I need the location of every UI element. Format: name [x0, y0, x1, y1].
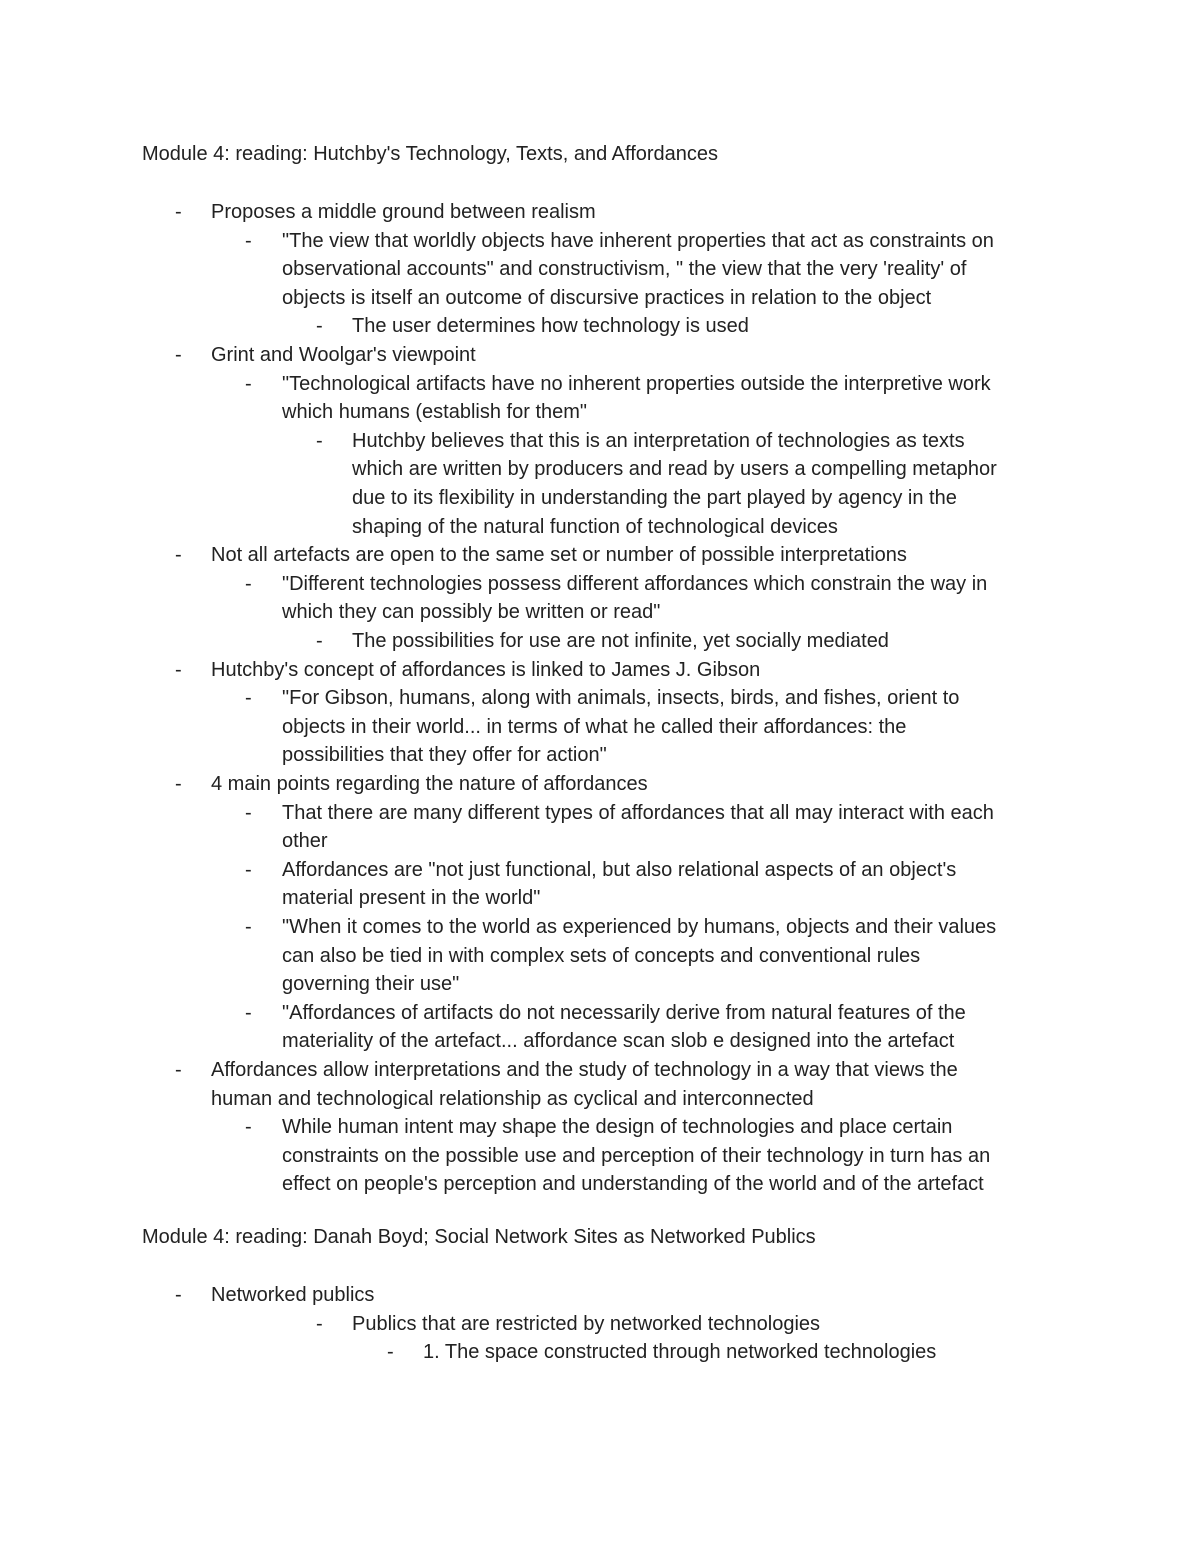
list-item-text — [282, 856, 956, 913]
list-item-text — [211, 341, 476, 370]
text-line: other — [282, 830, 328, 853]
bullet-dash: - — [175, 658, 182, 681]
bullet-dash: - — [245, 858, 252, 881]
list-item — [0, 856, 1200, 913]
list-item — [0, 627, 1200, 656]
text-line: That there are many different types of affordances that all may interact with each — [282, 801, 994, 824]
list-item-text — [282, 1113, 990, 1199]
list-item-text — [211, 656, 760, 685]
bullet-dash: - — [316, 1312, 323, 1335]
bullet-dash: - — [245, 1001, 252, 1024]
text-line: Hutchby believes that this is an interpretation of technologies as texts — [352, 429, 965, 452]
list-item — [0, 341, 1200, 370]
text-line: which they can possibly be written or read" — [282, 601, 661, 624]
text-line: Networked publics — [211, 1284, 375, 1306]
bullet-dash: - — [175, 1059, 182, 1081]
text-line: objects is itself an outcome of discursive practices in relation to the object — [282, 286, 932, 309]
list-item — [0, 1310, 1200, 1339]
section-heading: Module 4: reading: Hutchby's Technology, Texts, and Affordances — [142, 143, 719, 165]
text-line: can also be tied in with complex sets of concepts and conventional rules — [282, 944, 921, 967]
text-line: material present in the world" — [282, 887, 541, 910]
text-line: Affordances are "not just functional, but also relational aspects of an object's — [282, 858, 957, 881]
bullet-dash: - — [175, 544, 182, 567]
text-line: "The view that worldly objects have inherent properties that act as constraints on — [282, 229, 994, 252]
list-item-text — [352, 427, 997, 541]
list-item-text — [211, 1056, 958, 1113]
list-item — [0, 570, 1200, 627]
text-line: human and technological relationship as cyclical and interconnected — [211, 1087, 814, 1110]
text-line: materiality of the artefact... affordance scan slob e designed into the artefact — [282, 1030, 955, 1053]
text-line: The possibilities for use are not infinite, yet socially mediated — [352, 630, 889, 652]
text-line: Not all artefacts are open to the same set or number of possible interpretations — [211, 544, 907, 567]
list-item-text — [423, 1338, 936, 1367]
text-line: 4 main points regarding the nature of affordances — [211, 773, 648, 795]
list-item-text — [282, 799, 994, 856]
list-item — [0, 227, 1200, 313]
list-item — [0, 999, 1200, 1056]
list-item — [0, 913, 1200, 999]
text-line: Publics that are restricted by networked technologies — [352, 1312, 821, 1335]
list-item-text — [211, 1281, 374, 1310]
list-item — [0, 1281, 1200, 1310]
text-line: observational accounts" and constructivism, " the view that the very 'reality' of — [282, 258, 967, 281]
text-line: effect on people's perception and understanding of the world and of the artefact — [282, 1173, 984, 1196]
list-item — [0, 198, 1200, 227]
bullet-dash: - — [245, 572, 252, 595]
bullet-dash: - — [245, 687, 252, 710]
list-item — [0, 1056, 1200, 1113]
bullet-dash: - — [175, 344, 182, 366]
list-item-text — [282, 684, 959, 770]
text-line: objects in their world... in terms of what he called their affordances: the — [282, 715, 907, 738]
list-item-text — [282, 570, 987, 627]
text-line: due to its flexibility in understanding the part played by agency in the — [352, 486, 957, 509]
bullet-dash: - — [245, 372, 252, 395]
list-item-text — [352, 312, 749, 341]
list-item-text — [282, 370, 991, 427]
list-item-text — [282, 913, 996, 999]
text-line: 1. The space constructed through networked technologies — [423, 1341, 937, 1364]
text-line: which humans (establish for them" — [282, 401, 588, 424]
bullet-dash: - — [175, 201, 182, 223]
bullet-dash: - — [245, 916, 252, 938]
bullet-dash: - — [175, 1284, 182, 1306]
bullet-dash: - — [387, 1341, 394, 1364]
list-item-text — [211, 198, 596, 227]
text-line: constraints on the possible use and perception of their technology in turn has an — [282, 1144, 991, 1167]
list-item — [0, 684, 1200, 770]
text-line: Affordances allow interpretations and the study of technology in a way that views the — [211, 1059, 958, 1081]
list-item — [0, 1113, 1200, 1199]
list-item — [0, 427, 1200, 541]
list-item — [0, 370, 1200, 427]
text-line: "Different technologies possess different affordances which constrain the way in — [282, 572, 988, 595]
text-line: Grint and Woolgar's viewpoint — [211, 344, 476, 366]
list-item — [0, 656, 1200, 685]
text-line: "Affordances of artifacts do not necessarily derive from natural features of the — [282, 1001, 966, 1024]
bullet-dash: - — [316, 429, 323, 452]
bullet-dash: - — [245, 1116, 252, 1139]
text-line: possibilities that they offer for action" — [282, 744, 607, 767]
list-item — [0, 799, 1200, 856]
list-item-text — [282, 999, 966, 1056]
text-line: "When it comes to the world as experienced by humans, objects and their values — [282, 916, 997, 938]
text-line: governing their use" — [282, 973, 460, 996]
text-line: Hutchby's concept of affordances is linked to James J. Gibson — [211, 658, 761, 681]
bullet-dash: - — [245, 801, 252, 824]
bullet-dash: - — [316, 630, 323, 652]
text-line: "Technological artifacts have no inherent properties outside the interpretive work — [282, 372, 991, 395]
list-item-text — [211, 541, 907, 570]
list-item-text — [282, 227, 994, 313]
list-item — [0, 541, 1200, 570]
list-item-text — [352, 1310, 820, 1339]
bullet-dash: - — [245, 229, 252, 252]
text-line: The user determines how technology is used — [352, 315, 749, 338]
text-line: "For Gibson, humans, along with animals, insects, birds, and fishes, orient to — [282, 687, 960, 710]
text-line: Proposes a middle ground between realism — [211, 201, 596, 223]
text-line: shaping of the natural function of technological devices — [352, 515, 838, 538]
text-line: While human intent may shape the design of technologies and place certain — [282, 1116, 953, 1139]
text-line: which are written by producers and read by users a compelling metaphor — [352, 458, 997, 481]
list-item-text — [352, 627, 889, 656]
list-item — [0, 1338, 1200, 1367]
bullet-dash: - — [316, 315, 323, 338]
list-item-text — [211, 770, 648, 799]
bullet-dash: - — [175, 773, 182, 795]
section-heading: Module 4: reading: Danah Boyd; Social Network Sites as Networked Publics — [142, 1226, 816, 1248]
list-item — [0, 312, 1200, 341]
list-item — [0, 770, 1200, 799]
